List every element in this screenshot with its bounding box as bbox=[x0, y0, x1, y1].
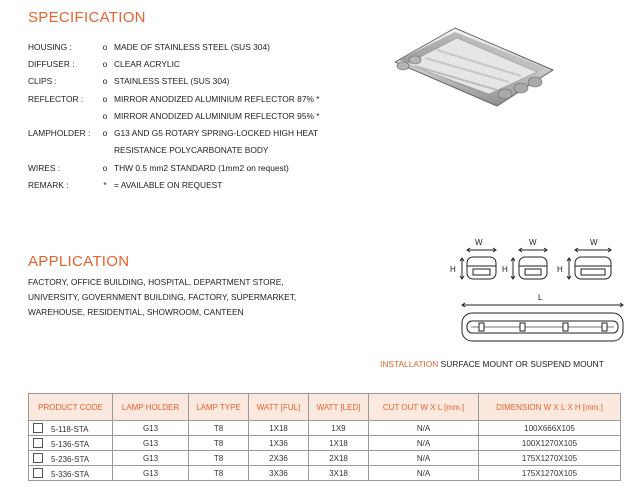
table-cell: G13 bbox=[113, 421, 189, 436]
table-cell: G13 bbox=[113, 436, 189, 451]
product-code-cell bbox=[29, 466, 113, 481]
table-cell: 3X36 bbox=[249, 466, 309, 481]
installation-line bbox=[380, 359, 604, 369]
spec-bullet: o bbox=[102, 59, 108, 69]
row-checkbox[interactable] bbox=[33, 423, 43, 433]
product-table bbox=[28, 393, 621, 481]
spec-value: MIRROR ANODIZED ALUMINIUM REFLECTOR 87% * bbox=[114, 94, 320, 104]
spec-label: DIFFUSER : bbox=[28, 59, 75, 69]
table-cell: T8 bbox=[189, 466, 249, 481]
width-label: W bbox=[590, 238, 598, 247]
specification-heading: SPECIFICATION bbox=[28, 9, 146, 26]
spec-label: LAMPHOLDER : bbox=[28, 128, 91, 138]
spec-bullet: o bbox=[102, 76, 108, 86]
product-code: 5-118-STA bbox=[51, 424, 89, 434]
spec-bullet: o bbox=[102, 94, 108, 104]
table-cell: N/A bbox=[369, 421, 479, 436]
height-label: H bbox=[502, 265, 508, 274]
table-cell: 175X1270X105 bbox=[479, 451, 621, 466]
spec-bullet: o bbox=[102, 128, 108, 138]
spec-label: REFLECTOR : bbox=[28, 94, 84, 104]
table-cell: T8 bbox=[189, 436, 249, 451]
height-label: H bbox=[557, 265, 563, 274]
column-header: WATT [FUL] bbox=[249, 394, 309, 421]
installation-label: INSTALLATION bbox=[380, 359, 439, 369]
column-header: CUT OUT W X L [mm.] bbox=[369, 394, 479, 421]
table-cell: T8 bbox=[189, 421, 249, 436]
spec-value: STAINLESS STEEL (SUS 304) bbox=[114, 76, 230, 86]
dimension-diagram bbox=[445, 233, 630, 355]
product-code: 5-336-STA bbox=[51, 469, 90, 479]
table-cell: 1X36 bbox=[249, 436, 309, 451]
table-cell: T8 bbox=[189, 451, 249, 466]
spec-value: RESISTANCE POLYCARBONATE BODY bbox=[114, 145, 269, 155]
table-cell: 100X1270X105 bbox=[479, 436, 621, 451]
height-label: H bbox=[450, 265, 456, 274]
table-row bbox=[29, 466, 621, 481]
product-code-cell bbox=[29, 451, 113, 466]
application-heading: APPLICATION bbox=[28, 253, 130, 270]
spec-value: THW 0.5 mm2 STANDARD (1mm2 on request) bbox=[114, 163, 289, 173]
table-cell: 3X18 bbox=[309, 466, 369, 481]
table-row bbox=[29, 421, 621, 436]
table-cell: N/A bbox=[369, 436, 479, 451]
spec-label: HOUSING : bbox=[28, 42, 72, 52]
spec-bullet: o bbox=[102, 163, 108, 173]
column-header: LAMP TYPE bbox=[189, 394, 249, 421]
application-line: FACTORY, OFFICE BUILDING, HOSPITAL, DEPARTMENT STORE, bbox=[28, 277, 284, 287]
spec-value: = AVAILABLE ON REQUEST bbox=[114, 180, 223, 190]
table-cell: 175X1270X105 bbox=[479, 466, 621, 481]
application-line: WAREHOUSE, RESIDENTIAL, SHOWROOM, CANTEEN bbox=[28, 307, 244, 317]
spec-label: REMARK : bbox=[28, 180, 69, 190]
spec-bullet: o bbox=[102, 111, 108, 121]
table-header-row bbox=[29, 394, 621, 421]
spec-value: CLEAR ACRYLIC bbox=[114, 59, 180, 69]
width-label: W bbox=[529, 238, 537, 247]
table-cell: G13 bbox=[113, 466, 189, 481]
row-checkbox[interactable] bbox=[33, 453, 43, 463]
installation-value: SURFACE MOUNT OR SUSPEND MOUNT bbox=[440, 359, 604, 369]
column-header: DIMENSION W X L X H [mm.] bbox=[479, 394, 621, 421]
spec-value: G13 AND G5 ROTARY SPRING-LOCKED HIGH HEAT bbox=[114, 128, 319, 138]
product-code: 5-136-STA bbox=[51, 439, 90, 449]
application-line: UNIVERSITY, GOVERNMENT BUILDING, FACTORY, SUPERMARKET, bbox=[28, 292, 297, 302]
spec-bullet: * bbox=[103, 180, 107, 190]
product-code-cell bbox=[29, 436, 113, 451]
product-code-cell bbox=[29, 421, 113, 436]
spec-bullet: o bbox=[102, 42, 108, 52]
row-checkbox[interactable] bbox=[33, 468, 43, 478]
table-cell: 2X18 bbox=[309, 451, 369, 466]
length-label: L bbox=[538, 293, 543, 302]
table-cell: N/A bbox=[369, 466, 479, 481]
spec-value: MIRROR ANODIZED ALUMINIUM REFLECTOR 95% * bbox=[114, 111, 320, 121]
table-cell: 1X9 bbox=[309, 421, 369, 436]
row-checkbox[interactable] bbox=[33, 438, 43, 448]
table-cell: 1X18 bbox=[309, 436, 369, 451]
table-cell: 100X666X105 bbox=[479, 421, 621, 436]
spec-label: CLIPS : bbox=[28, 76, 57, 86]
luminaire-product-image bbox=[385, 22, 555, 112]
table-row bbox=[29, 436, 621, 451]
product-code: 5-236-STA bbox=[51, 454, 90, 464]
spec-value: MADE OF STAINLESS STEEL (SUS 304) bbox=[114, 42, 270, 52]
table-cell: N/A bbox=[369, 451, 479, 466]
column-header: LAMP HOLDER bbox=[113, 394, 189, 421]
spec-label: WIRES : bbox=[28, 163, 61, 173]
table-cell: G13 bbox=[113, 451, 189, 466]
column-header: WATT [LED] bbox=[309, 394, 369, 421]
table-row bbox=[29, 451, 621, 466]
table-cell: 1X18 bbox=[249, 421, 309, 436]
width-label: W bbox=[475, 238, 483, 247]
column-header: PRODUCT CODE bbox=[29, 394, 113, 421]
table-cell: 2X36 bbox=[249, 451, 309, 466]
